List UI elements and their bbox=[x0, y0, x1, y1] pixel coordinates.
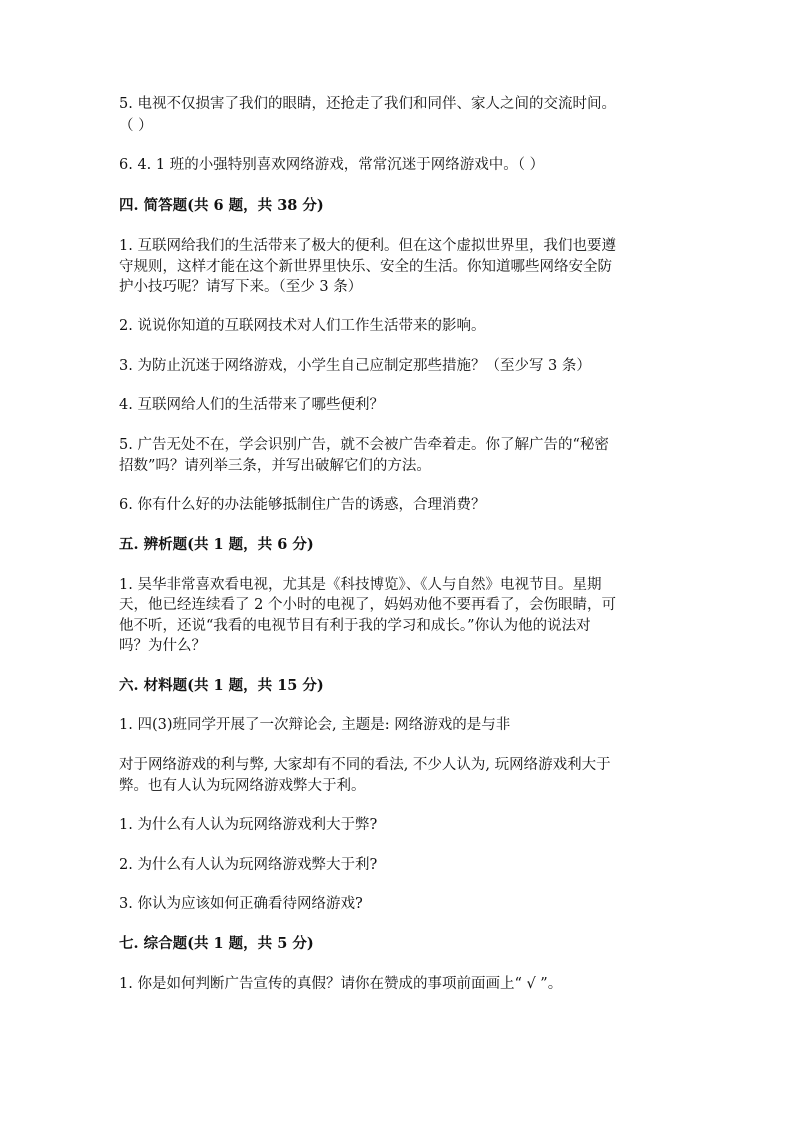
comprehensive-question-1: 1. 你是如何判断广告宣传的真假？请你在赞成的事项前面画上“ √ ”。 bbox=[119, 976, 563, 992]
short-answer-question-6: 6. 你有什么好的办法能够抵制住广告的诱惑，合理消费？ bbox=[119, 497, 486, 513]
short-answer-question-5-line-2: 招数”吗？请列举三条，并写出破解它们的方法。 bbox=[119, 458, 431, 474]
section-7-heading: 七. 综合题(共 1 题，共 5 分) bbox=[119, 935, 314, 952]
section-6-heading: 六. 材料题(共 1 题，共 15 分) bbox=[119, 677, 324, 694]
true-false-question-5-answer-blank: （ ） bbox=[119, 118, 153, 134]
short-answer-question-1-line-2: 守规则，这样才能在这个新世界里快乐、安全的生活。你知道哪些网络安全防 bbox=[119, 259, 612, 275]
material-text-line-1: 对于网络游戏的利与弊, 大家却有不同的看法, 不少人认为, 玩网络游戏利大于 bbox=[119, 757, 611, 773]
material-sub-question-1: 1. 为什么有人认为玩网络游戏利大于弊? bbox=[119, 817, 378, 833]
true-false-question-5-line-1: 5. 电视不仅损害了我们的眼睛，还抢走了我们和同伴、家人之间的交流时间。 bbox=[119, 96, 616, 112]
analysis-question-1-line-3: 他不听，还说“我看的电视节目有利于我的学习和成长。”你认为他的说法对 bbox=[119, 618, 591, 634]
short-answer-question-3: 3. 为防止沉迷于网络游戏，小学生自己应制定那些措施？（至少写 3 条） bbox=[119, 358, 591, 374]
short-answer-question-1-line-1: 1. 互联网给我们的生活带来了极大的便利。但在这个虚拟世界里，我们也要遵 bbox=[119, 238, 616, 254]
material-sub-question-2: 2. 为什么有人认为玩网络游戏弊大于利? bbox=[119, 857, 378, 873]
analysis-question-1-line-1: 1. 吴华非常喜欢看电视，尤其是《科技博览》、《人与自然》电视节目。星期 bbox=[119, 577, 602, 593]
analysis-question-1-line-4: 吗？为什么？ bbox=[119, 638, 206, 654]
material-sub-question-3: 3. 你认为应该如何正确看待网络游戏? bbox=[119, 896, 363, 912]
short-answer-question-4: 4. 互联网给人们的生活带来了哪些便利？ bbox=[119, 397, 384, 413]
short-answer-question-2: 2. 说说你知道的互联网技术对人们工作生活带来的影响。 bbox=[119, 318, 486, 334]
analysis-question-1-line-2: 天，他已经连续看了 2 个小时的电视了，妈妈劝他不要再看了，会伤眼睛，可 bbox=[119, 597, 616, 613]
material-text-line-2: 弊。也有人认为玩网络游戏弊大于利。 bbox=[119, 778, 366, 794]
short-answer-question-1-line-3: 护小技巧呢？请写下来。（至少 3 条） bbox=[119, 279, 363, 295]
short-answer-question-5-line-1: 5. 广告无处不在，学会识别广告，就不会被广告牵着走。你了解广告的“秘密 bbox=[119, 437, 609, 453]
section-4-heading: 四. 简答题(共 6 题，共 38 分) bbox=[119, 197, 324, 214]
section-5-heading: 五. 辨析题(共 1 题，共 6 分) bbox=[119, 536, 314, 553]
true-false-question-6: 6. 4. 1 班的小强特别喜欢网络游戏，常常沉迷于网络游戏中。（ ） bbox=[119, 157, 545, 173]
material-question-1: 1. 四(3)班同学开展了一次辩论会, 主题是: 网络游戏的是与非 bbox=[119, 717, 511, 733]
